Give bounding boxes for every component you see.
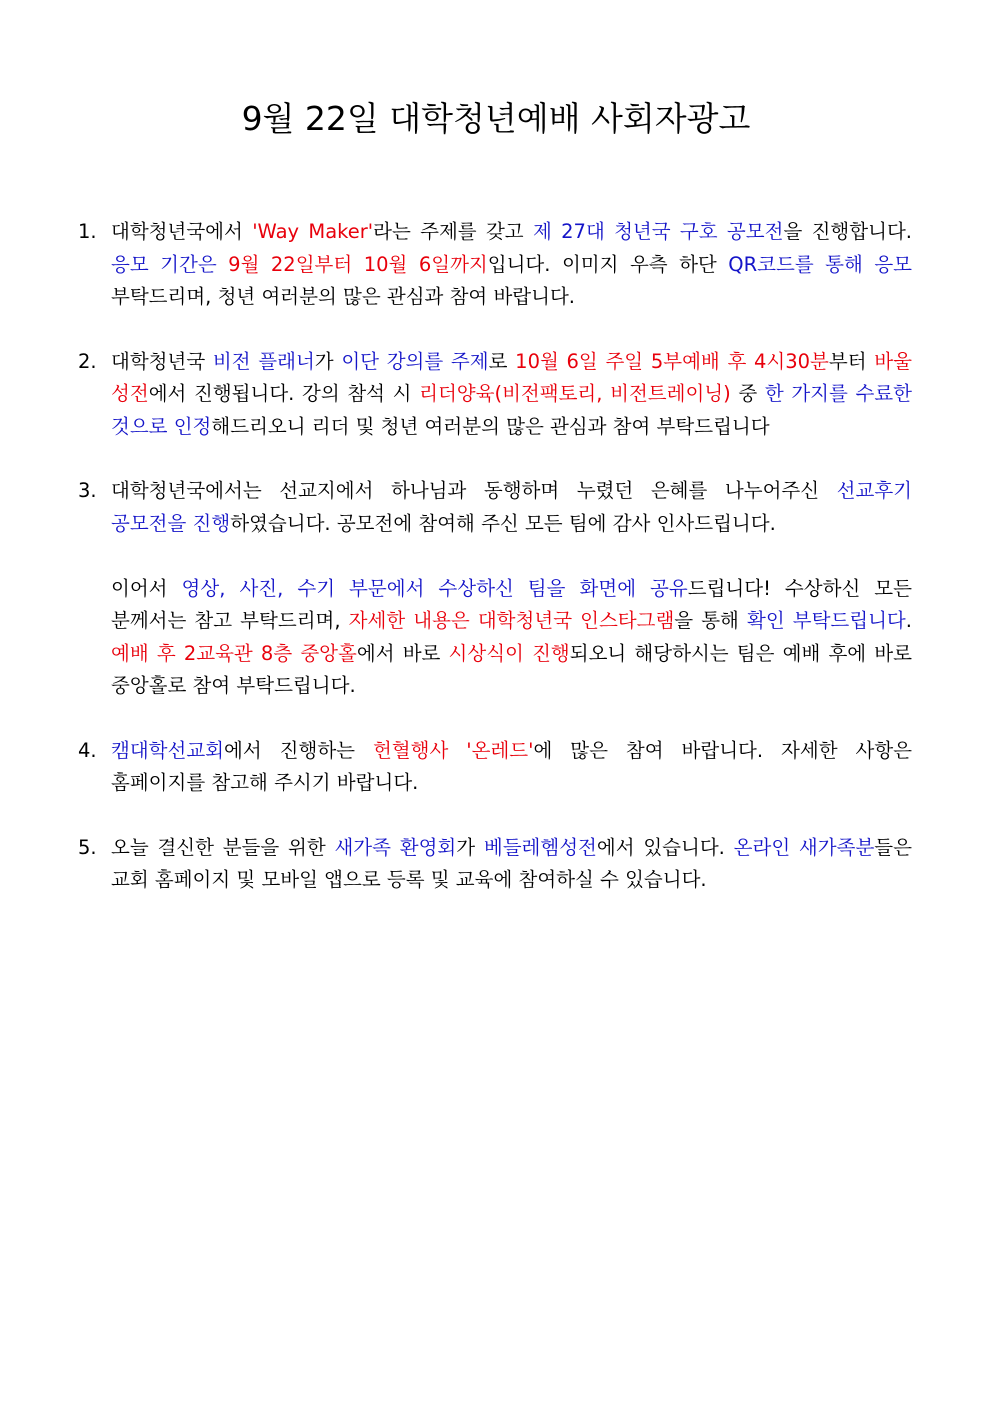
text-segment: 확인 부탁드립니다 bbox=[746, 609, 906, 632]
text-segment: 자세한 내용은 대학청년국 인스타그램 bbox=[348, 609, 675, 632]
item-number: 5. bbox=[78, 835, 97, 859]
text-segment: 캠대학선교회 bbox=[111, 738, 225, 762]
text-segment: 대학청년국에서 bbox=[111, 220, 253, 243]
text-segment: 에서 진행됩니다. 강의 참석 시 bbox=[148, 382, 420, 405]
text-segment: 비전 플래너 bbox=[212, 349, 315, 373]
item-number: 3. bbox=[78, 479, 97, 502]
text-segment: 오늘 결신한 분들을 위한 bbox=[111, 835, 335, 859]
text-segment: 중 bbox=[730, 382, 765, 405]
announcement-item-5 bbox=[78, 832, 912, 897]
text-segment: 입니다. 이미지 우측 하단 bbox=[487, 252, 729, 276]
text-segment: 해드리오니 리더 및 청년 여러분의 많은 관심과 참여 부탁드립니다 bbox=[211, 414, 770, 438]
text-segment: 들은 교회 홈페이지 및 모바일 앱으로 등록 및 교육에 참여하실 수 있습니다. bbox=[111, 835, 912, 891]
text-segment: 라는 주제를 갖고 bbox=[373, 220, 533, 243]
text-segment: 하였습니다. 공모전에 참여해 주신 모든 팀에 감사 인사드립니다. bbox=[230, 511, 776, 535]
item-body bbox=[111, 832, 912, 897]
text-segment: 대학청년국 bbox=[111, 349, 213, 373]
announcement-item-1 bbox=[78, 216, 912, 314]
text-segment: 에 많은 참여 바랍니다. 자세한 사항은 홈페이지를 참고해 주시기 바랍니다. bbox=[111, 738, 913, 794]
text-segment: 이단 강의를 주제 bbox=[341, 349, 489, 373]
text-segment: 리더양육(비전팩토리, 비전트레이닝) bbox=[419, 382, 731, 405]
text-segment: 9월 22일부터 10월 6일까지 bbox=[228, 252, 488, 276]
text-segment: 에서 바로 bbox=[356, 641, 449, 665]
item-number: 4. bbox=[78, 738, 97, 762]
item-number: 1. bbox=[78, 220, 97, 243]
text-segment: QR코드를 통해 응모 bbox=[728, 252, 912, 276]
item-paragraph bbox=[111, 475, 912, 540]
item-number: 2. bbox=[78, 349, 97, 373]
text-segment: 영상, 사진, 수기 부문에서 수상하신 팀을 화면에 공유 bbox=[181, 576, 688, 600]
text-segment: 제 27대 청년국 구호 공모전 bbox=[532, 220, 784, 243]
text-segment: 부탁드리며, 청년 여러분의 많은 관심과 참여 바랍니다. bbox=[111, 285, 576, 308]
text-segment: 에서 있습니다. bbox=[596, 835, 734, 859]
item-paragraph bbox=[111, 832, 912, 897]
text-segment: 선교후기 공모전을 진행 bbox=[111, 479, 912, 535]
item-body bbox=[111, 346, 912, 444]
item-paragraph bbox=[111, 573, 912, 703]
announcement-item-3 bbox=[78, 475, 912, 703]
text-segment: 로 bbox=[488, 349, 516, 373]
text-segment: 대학청년국에서는 선교지에서 하나님과 동행하며 누렸던 은혜를 나누어주신 bbox=[111, 479, 837, 502]
announcement-list bbox=[78, 216, 912, 929]
text-segment: 시상식이 진행 bbox=[448, 641, 570, 665]
text-segment: 을 진행합니다. bbox=[783, 220, 912, 243]
item-paragraph bbox=[111, 346, 912, 444]
text-segment: 10월 6일 주일 5부예배 후 4시30분 bbox=[515, 349, 829, 373]
text-segment: 가 bbox=[456, 835, 484, 859]
text-segment: 한 가지를 수료한 것으로 인정 bbox=[111, 382, 912, 438]
text-segment: 온라인 새가족분 bbox=[733, 835, 875, 859]
item-body bbox=[111, 475, 912, 703]
item-paragraph bbox=[111, 216, 912, 314]
text-segment: 응모 기간은 bbox=[111, 252, 229, 276]
text-segment: 을 통해 bbox=[674, 609, 747, 632]
text-segment: 새가족 환영회 bbox=[334, 835, 457, 859]
text-segment: 되오니 해당하시는 팀은 예배 후에 바로 중앙홀로 참여 부탁드립니다. bbox=[111, 641, 912, 697]
announcement-item-2 bbox=[78, 346, 912, 444]
text-segment: 헌혈행사 '온레드' bbox=[372, 738, 534, 762]
item-body bbox=[111, 735, 912, 800]
text-segment: 에서 진행하는 bbox=[224, 738, 373, 762]
text-segment: 부터 bbox=[828, 349, 875, 373]
text-segment: 가 bbox=[314, 349, 342, 373]
text-segment: 베들레헴성전 bbox=[483, 835, 597, 859]
text-segment: . bbox=[905, 609, 912, 632]
text-segment: 'Way Maker' bbox=[252, 220, 374, 243]
text-segment: 바울 성전 bbox=[111, 349, 912, 405]
text-segment: 드립니다! 수상하신 모든 분께서는 참고 부탁드리며, bbox=[111, 576, 912, 632]
text-segment: 이어서 bbox=[111, 576, 182, 600]
announcement-item-4 bbox=[78, 735, 912, 800]
item-paragraph bbox=[111, 735, 912, 800]
text-segment: 예배 후 2교육관 8층 중앙홀 bbox=[111, 641, 357, 665]
item-body bbox=[111, 216, 912, 314]
page-title: 9월 22일 대학청년예배 사회자광고 bbox=[241, 99, 751, 138]
